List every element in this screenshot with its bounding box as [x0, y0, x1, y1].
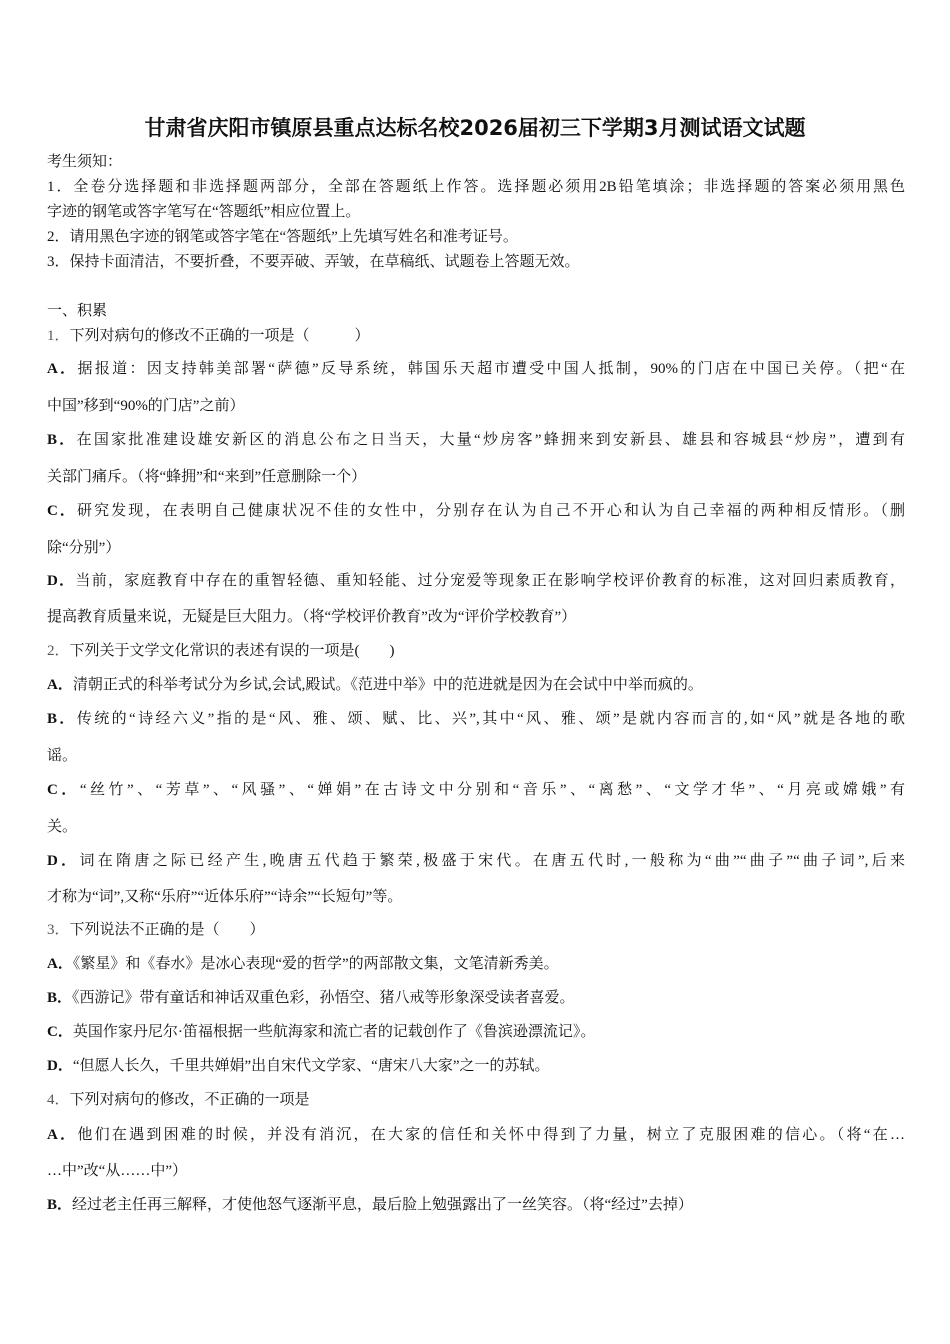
question-number: 2．	[47, 643, 70, 659]
q2-option-d-line-1: D．词在隋唐之际已经产生,晚唐五代趋于繁荣,极盛于宋代。在唐五代时,一般称为“曲”“曲子”“曲子词”,后来	[47, 853, 906, 869]
notice-item-1-line-1: 1．全卷分选择题和非选择题两部分，全部在答题纸上作答。选择题必须用2B铅笔填涂；非选择题的答案必须用黑色	[47, 179, 905, 195]
question-number: 3．	[47, 922, 70, 938]
section-heading: 一、积累	[47, 303, 108, 319]
q1-option-d-line-1: D．当前，家庭教育中存在的重智轻德、重知轻能、过分宠爱等现象正在影响学校评价教育的标准，这对回归素质教育，	[47, 573, 905, 589]
page-title: 甘肃省庆阳市镇原县重点达标名校2026届初三下学期3月测试语文试题	[144, 116, 806, 140]
q4-option-b: B．经过老主任再三解释，才使他怒气逐渐平息，最后脸上勉强露出了一丝笑容。（将“经过”去掉）	[47, 1197, 693, 1213]
question-text: 下列对病句的修改不正确的一项是（ ）	[69, 328, 370, 344]
q1-option-c-line-2: 除“分别”）	[47, 540, 121, 556]
q2-option-d-line-2: 才称为“词”,又称“乐府”“近体乐府”“诗余”“长短句”等。	[47, 889, 403, 905]
q2-option-b-line-1: B．传统的“诗经六义”指的是“风、雅、颂、赋、比、兴”,其中“风、雅、颂”是就内容而言的,如“风”就是各地的歌	[47, 711, 905, 727]
notice-item-1-line-2: 字迹的钢笔或答字笔写在“答题纸”相应位置上。	[47, 204, 361, 220]
q1-option-d-line-2: 提高教育质量来说，无疑是巨大阻力。（将“学校评价教育”改为“评价学校教育”）	[47, 609, 577, 625]
q4-option-a-line-2: …中”改“从……中”）	[47, 1163, 187, 1179]
q4-option-a-line-1: A．他们在遇到困难的时候，并没有消沉，在大家的信任和关怀中得到了力量，树立了克服困难的信心。（将“在…	[47, 1127, 905, 1143]
notice-label: 考生须知：	[47, 154, 123, 170]
q3-option-b: B．《西游记》带有童话和神话双重色彩，孙悟空、猪八戒等形象深受读者喜爱。	[47, 990, 575, 1006]
q1-option-a-line-1: A．据报道：因支持韩美部署“萨德”反导系统，韩国乐天超市遭受中国人抵制，90%的门店在中国已关停。（把“在	[47, 361, 905, 377]
question-text: 下列对病句的修改，不正确的一项是	[69, 1092, 310, 1108]
q3-option-d: D．“但愿人长久，千里共婵娟”出自宋代文学家、“唐宋八大家”之一的苏轼。	[47, 1058, 550, 1074]
q1-option-b-line-1: B．在国家批准建设雄安新区的消息公布之日当天，大量“炒房客”蜂拥来到安新县、雄县和容城县“炒房”，遭到有	[47, 432, 905, 448]
question-2-stem	[47, 641, 905, 661]
question-number: 4．	[47, 1092, 70, 1108]
q3-option-a: A．《繁星》和《春水》是冰心表现“爱的哲学”的两部散文集，文笔清新秀美。	[47, 956, 559, 972]
notice-item-2: 2．请用黑色字迹的钢笔或答字笔在“答题纸”上先填写姓名和准考证号。	[47, 229, 518, 245]
question-1-stem	[47, 326, 905, 346]
q3-option-c: C．英国作家丹尼尔·笛福根据一些航海家和流亡者的记载创作了《鲁滨逊漂流记》。	[47, 1024, 596, 1040]
question-3-stem	[47, 920, 905, 940]
notice-item-3: 3．保持卡面清洁，不要折叠，不要弄破、弄皱，在草稿纸、试题卷上答题无效。	[47, 254, 580, 270]
question-number: 1．	[47, 328, 70, 344]
q1-option-a-line-2: 中国”移到“90%的门店”之前）	[47, 398, 245, 414]
q2-option-c-line-2: 关。	[47, 819, 78, 835]
question-text: 下列说法不正确的是（ ）	[69, 922, 265, 938]
q2-option-c-line-1: C．“丝竹”、“芳草”、“风骚”、“婵娟”在古诗文中分别和“音乐”、“离愁”、“文学才华”、“月亮或嫦娥”有	[47, 782, 905, 798]
q2-option-a: A．清朝正式的科举考试分为乡试,会试,殿试。《范进中举》中的范进就是因为在会试中中举而疯的。	[47, 677, 703, 693]
q1-option-b-line-2: 关部门痛斥。（将“蜂拥”和“来到”任意删除一个）	[47, 469, 367, 485]
q2-option-b-line-2: 谣。	[47, 748, 78, 764]
q1-option-c-line-1: C．研究发现，在表明自己健康状况不佳的女性中，分别存在认为自己不开心和认为自己幸福的两种相反情形。（删	[47, 503, 905, 519]
question-text: 下列关于文学文化常识的表述有误的一项是( )	[69, 643, 395, 659]
question-4-stem	[47, 1090, 905, 1110]
